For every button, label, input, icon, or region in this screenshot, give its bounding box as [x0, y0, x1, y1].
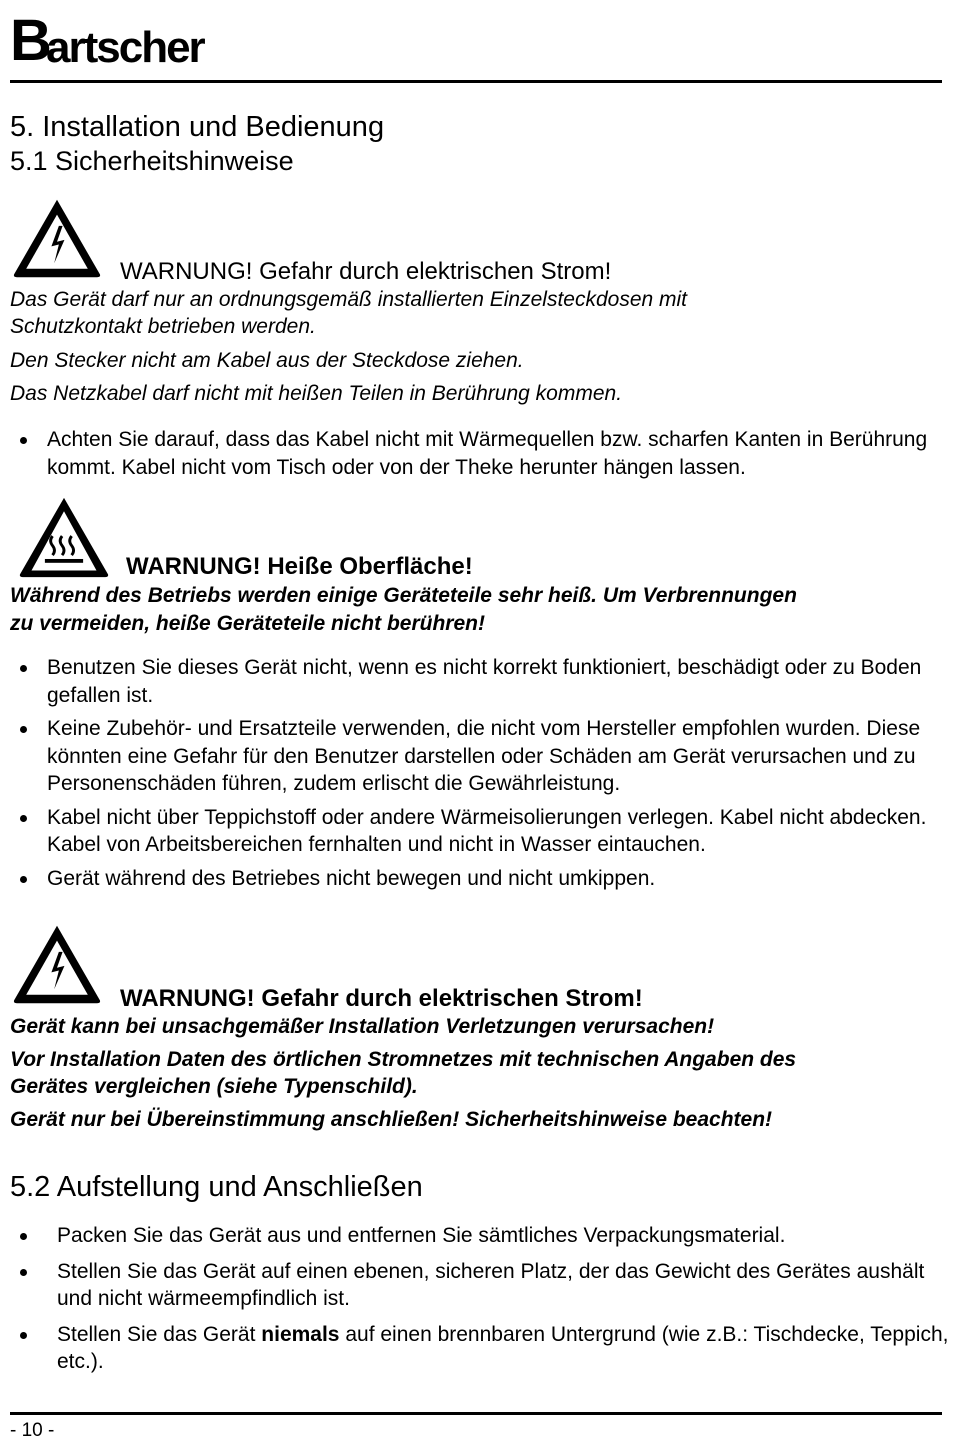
- bartscher-logo: [10, 2, 240, 74]
- warning-title-electric: WARNUNG! Gefahr durch elektrischen Strom!: [120, 985, 643, 1012]
- warning-title-hot-surface: WARNUNG! Heiße Oberfläche!: [126, 553, 473, 580]
- warning-text-line: Das Netzkabel darf nicht mit heißen Teilen in Berührung kommen.: [10, 382, 623, 405]
- list-item: [10, 1321, 950, 1376]
- warning-text-line: Schutzkontakt betrieben werden.: [10, 315, 316, 338]
- footer-rule: [10, 1412, 942, 1415]
- list-item: Benutzen Sie dieses Gerät nicht, wenn es nicht korrekt funktioniert, beschädigt oder zu Boden gefallen ist.: [10, 654, 950, 709]
- warning-text-line: zu vermeiden, heiße Geräteteile nicht berühren!: [10, 612, 485, 635]
- bullet-text: Stellen Sie das Gerät: [57, 1322, 262, 1346]
- warning-title-electric: WARNUNG! Gefahr durch elektrischen Strom!: [120, 258, 612, 285]
- warning-text-line: Vor Installation Daten des örtlichen Stromnetzes mit technischen Angaben des: [10, 1048, 797, 1071]
- warning-text-line: Gerät kann bei unsachgemäßer Installation Verletzungen verursachen!: [10, 1015, 715, 1038]
- list-item: Keine Zubehör- und Ersatzteile verwenden, die nicht vom Hersteller empfohlen wurden. Diese könnten eine Gefahr für den Benutzer darstellen oder Schäden am Gerät verursachen und zu Personenschäden führen, zudem erlischt die Gewährleistung.: [10, 715, 950, 798]
- bullet-text: auf einen brennbaren Untergrund (wie z.B.: Tischdecke, Teppich, etc.).: [57, 1322, 949, 1373]
- section-subtitle: 5.1 Sicherheitshinweise: [10, 146, 294, 176]
- list-item: Achten Sie darauf, dass das Kabel nicht mit Wärmequellen bzw. scharfen Kanten in Berührung kommt. Kabel nicht vom Tisch oder von der Theke herunter hängen lassen.: [10, 426, 950, 481]
- list-item: Kabel nicht über Teppichstoff oder andere Wärmeisolierungen verlegen. Kabel nicht abdecken. Kabel von Arbeitsbereichen fernhalten und nicht in Wasser eintauchen.: [10, 804, 950, 859]
- warning2-bullets: [10, 654, 950, 892]
- section-heading: 5.2 Aufstellung und Anschließen: [10, 1171, 423, 1203]
- warning-text-line: Gerätes vergleichen (siehe Typenschild).: [10, 1075, 418, 1098]
- header-rule: [10, 80, 942, 83]
- electric-hazard-icon: [10, 922, 104, 1006]
- warning1-bullets: [10, 426, 950, 481]
- list-item: Packen Sie das Gerät aus und entfernen Sie sämtliches Verpackungsmaterial.: [10, 1222, 950, 1250]
- list-item: Stellen Sie das Gerät auf einen ebenen, sicheren Platz, der das Gewicht des Gerätes aushält und nicht wärmeempfindlich ist.: [10, 1258, 950, 1313]
- page-title: 5. Installation und Bedienung: [10, 111, 385, 143]
- electric-hazard-icon: [10, 196, 104, 280]
- page-number: - 10 -: [10, 1420, 55, 1441]
- list-item: Gerät während des Betriebes nicht bewegen und nicht umkippen.: [10, 865, 950, 893]
- svg-text:artscher: artscher: [46, 23, 204, 72]
- svg-text:B: B: [10, 8, 49, 73]
- setup-bullets: [10, 1222, 950, 1376]
- warning-text-line: Während des Betriebs werden einige Geräteteile sehr heiß. Um Verbrennungen: [10, 584, 797, 607]
- warning-text-line: Das Gerät darf nur an ordnungsgemäß installierten Einzelsteckdosen mit: [10, 288, 688, 311]
- warning-text-line: Den Stecker nicht am Kabel aus der Steckdose ziehen.: [10, 349, 524, 372]
- emphasis-never: niemals: [261, 1322, 340, 1346]
- hot-surface-icon: [16, 494, 112, 580]
- warning-text-line: Gerät nur bei Übereinstimmung anschließen! Sicherheitshinweise beachten!: [10, 1108, 773, 1131]
